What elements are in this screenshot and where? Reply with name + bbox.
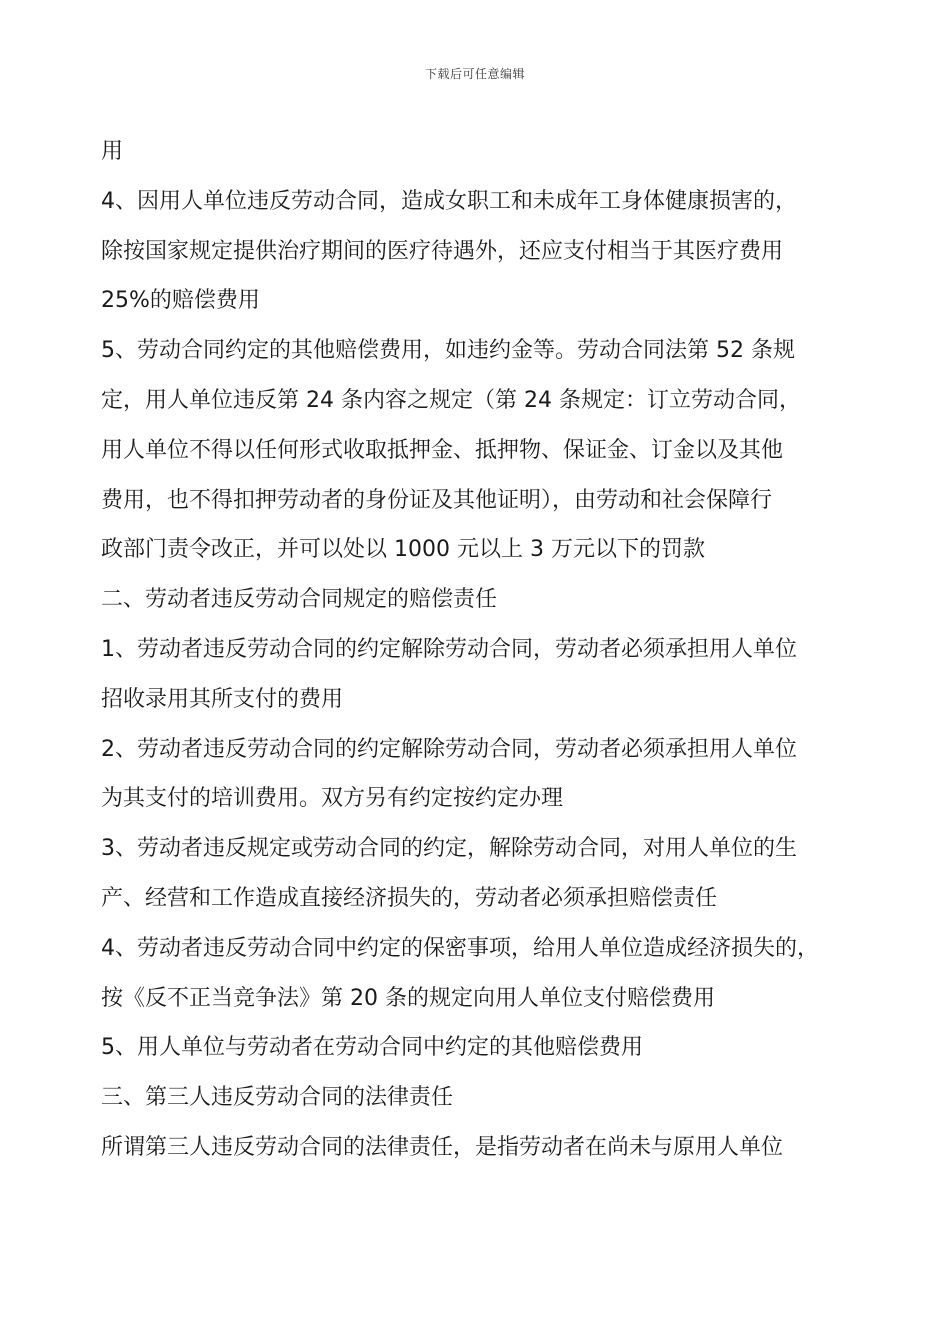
section-heading: 三、第三人违反劳动合同的法律责任 bbox=[101, 1085, 454, 1111]
text-line: 用 bbox=[101, 139, 124, 164]
text-line: 产、经营和工作造成直接经济损失的，劳动者必须承担赔偿责任 bbox=[101, 885, 718, 911]
body-text bbox=[101, 127, 891, 1173]
page-header: 下载后可任意编辑 bbox=[424, 67, 525, 81]
text-line: 5、劳动合同约定的其他赔偿费用，如违约金等。劳动合同法第 52 条规 bbox=[101, 338, 795, 364]
text-line: 1、劳动者违反劳动合同的约定解除劳动合同，劳动者必须承担用人单位 bbox=[101, 636, 797, 662]
text-line: 定，用人单位违反第 24 条内容之规定（第 24 条规定：订立劳动合同， bbox=[101, 387, 801, 413]
text-line: 招收录用其所支付的费用 bbox=[101, 686, 344, 712]
text-line: 4、劳动者违反劳动合同中约定的保密事项，给用人单位造成经济损失的， bbox=[101, 935, 819, 961]
text-line: 费用，也不得扣押劳动者的身份证及其他证明），由劳动和社会保障行 bbox=[101, 487, 773, 513]
text-line: 2、劳动者违反劳动合同的约定解除劳动合同，劳动者必须承担用人单位 bbox=[101, 736, 797, 762]
text-line: 25%的赔偿费用 bbox=[101, 288, 260, 314]
text-line: 3、劳动者违反规定或劳动合同的约定，解除劳动合同，对用人单位的生 bbox=[101, 836, 797, 862]
text-line: 用人单位不得以任何形式收取抵押金、抵押物、保证金、订金以及其他 bbox=[101, 437, 784, 463]
text-line: 5、用人单位与劳动者在劳动合同中约定的其他赔偿费用 bbox=[101, 1035, 643, 1061]
text-line: 除按国家规定提供治疗期间的医疗待遇外，还应支付相当于其医疗费用 bbox=[101, 238, 784, 264]
text-line: 4、因用人单位违反劳动合同，造成女职工和未成年工身体健康损害的， bbox=[101, 188, 797, 214]
text-line: 按《反不正当竞争法》第 20 条的规定向用人单位支付赔偿费用 bbox=[101, 985, 715, 1011]
text-line: 所谓第三人违反劳动合同的法律责任，是指劳动者在尚未与原用人单位 bbox=[101, 1134, 784, 1160]
text-line: 为其支付的培训费用。双方另有约定按约定办理 bbox=[101, 786, 564, 812]
section-heading: 二、劳动者违反劳动合同规定的赔偿责任 bbox=[101, 587, 498, 613]
text-line: 政部门责令改正，并可以处以 1000 元以上 3 万元以下的罚款 bbox=[101, 537, 705, 563]
